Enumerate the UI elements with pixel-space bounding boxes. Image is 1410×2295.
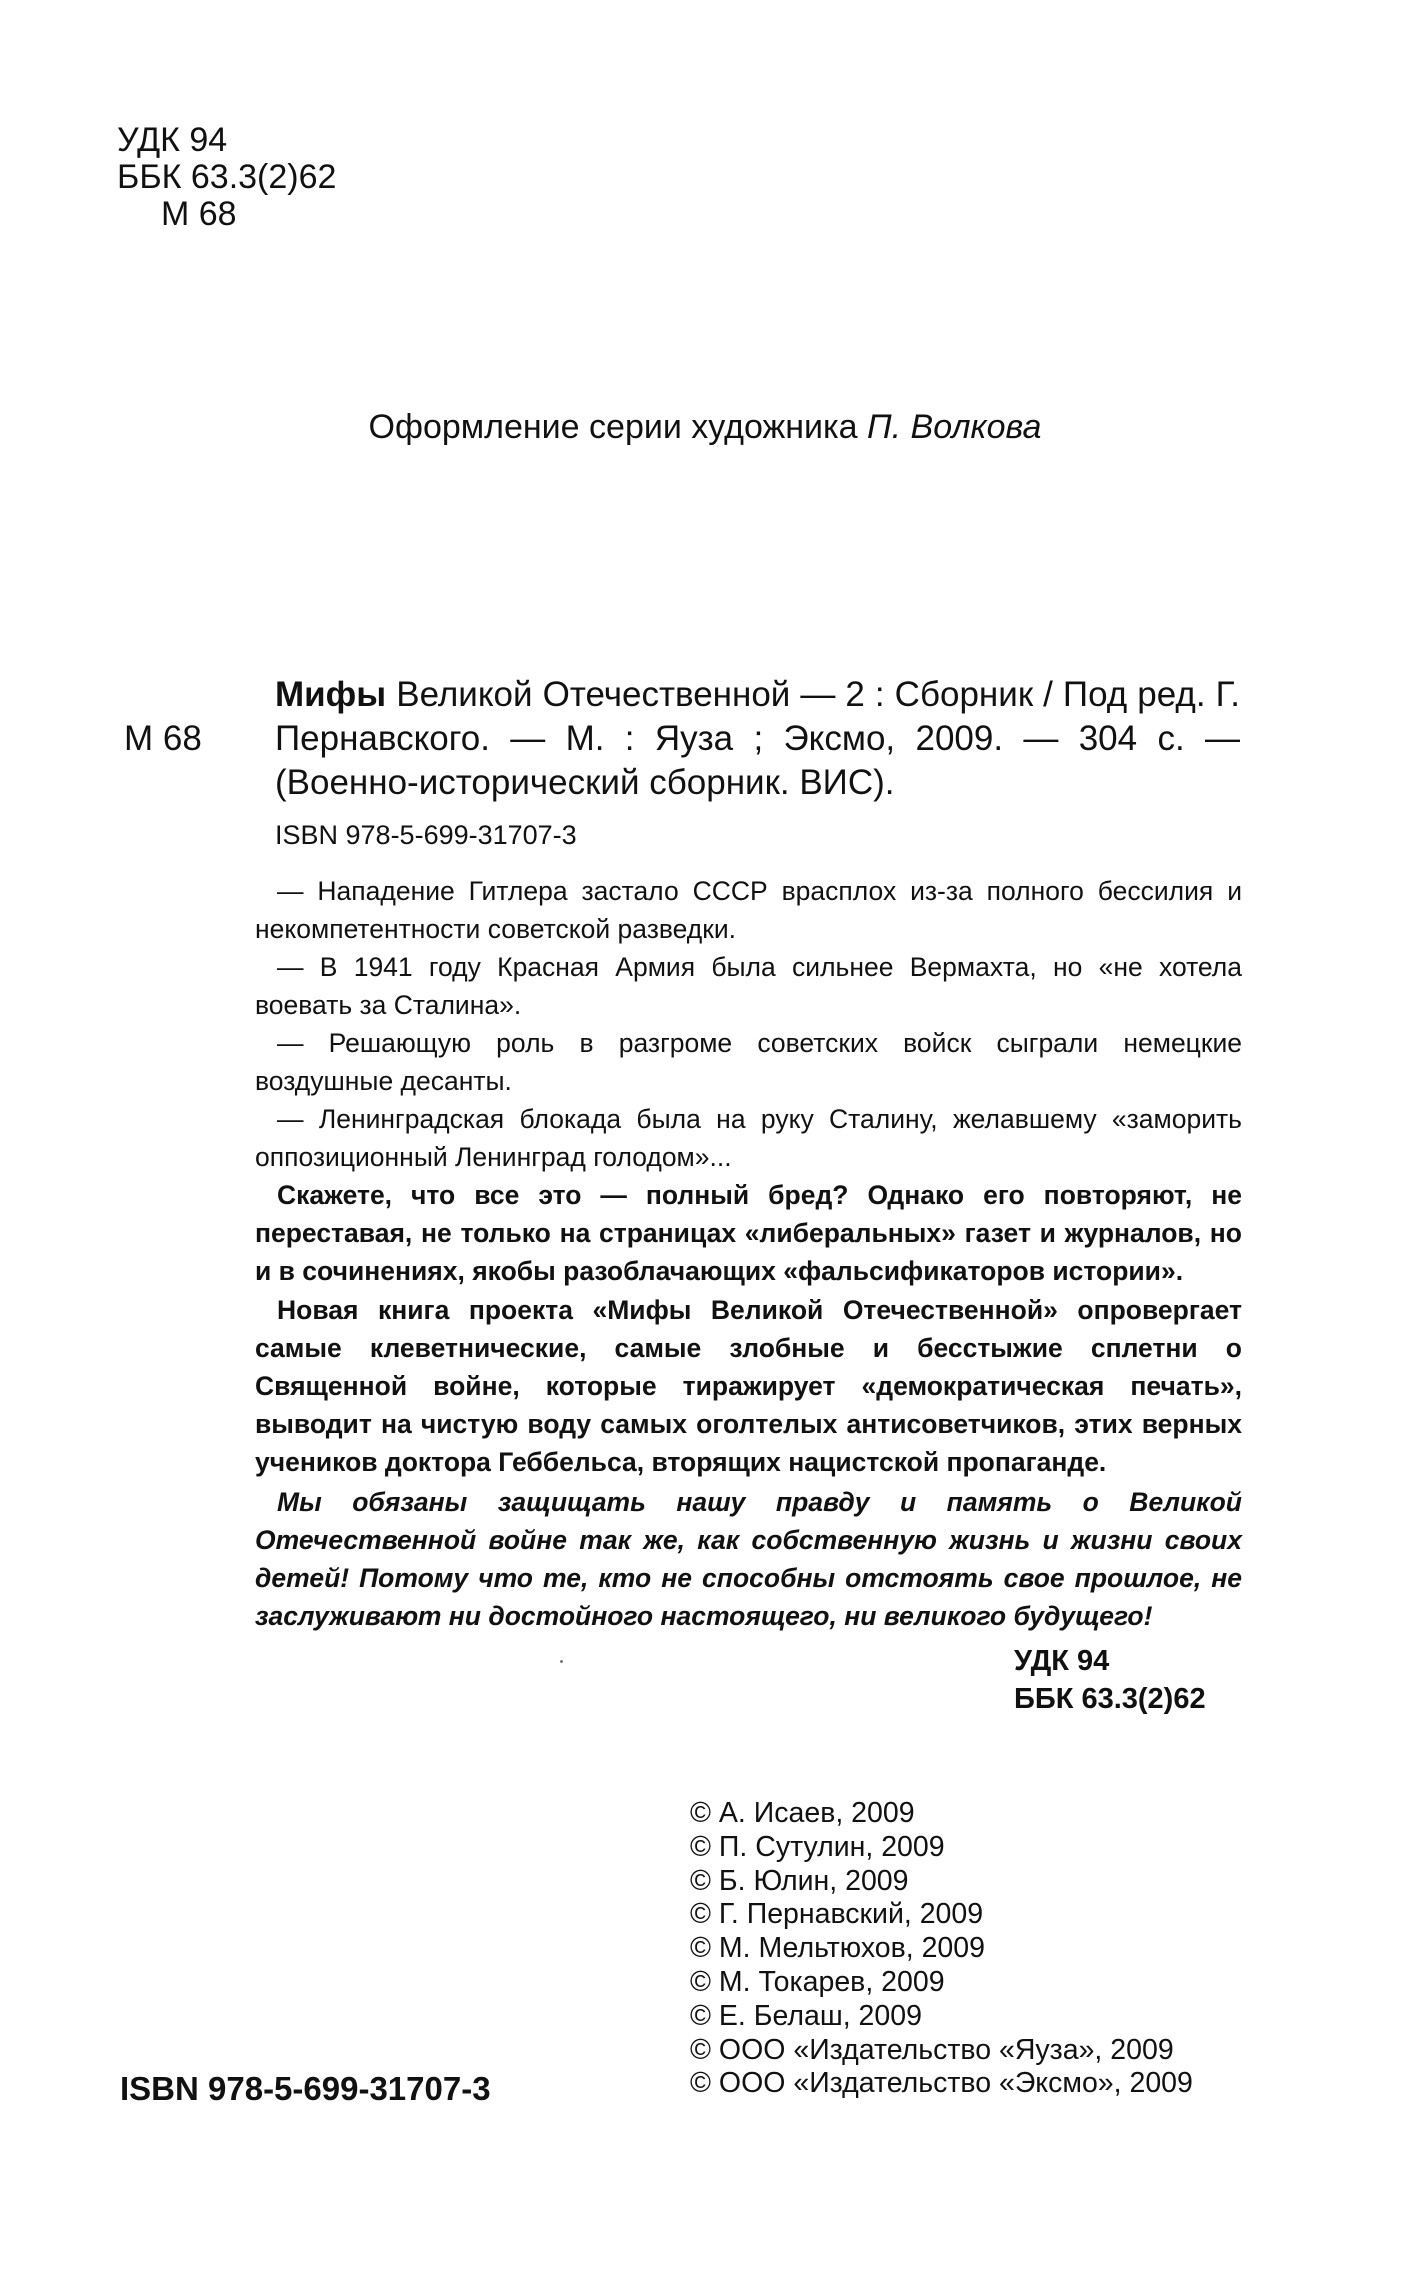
author-mark: М 68	[161, 195, 237, 233]
classification-codes-top	[117, 122, 336, 233]
series-design-credit	[0, 408, 1410, 447]
book-title: Мифы	[275, 675, 387, 714]
copyright-item: © Б. Юлин, 2009	[690, 1864, 909, 1897]
myth-2: — В 1941 году Красная Армия была сильнее Вермахта, но «не хотела воевать за Сталина».	[255, 952, 1242, 1020]
udk-code: УДК 94	[117, 121, 228, 159]
bbk-code-right: ББК 63.3(2)62	[1014, 1683, 1206, 1715]
copyright-item: © Г. Пернавский, 2009	[690, 1898, 984, 1931]
copyright-item: © А. Исаев, 2009	[690, 1797, 915, 1829]
design-artist: П. Волкова	[867, 408, 1042, 446]
annotation-paragraph-3: Мы обязаны защищать нашу правду и память о Великой Отечественной войне так же, как собственную жизнь и жизни своих детей! Потому что те, кто не способны отстоять свое прошлое, не заслуживают ни достойного настоящего, ни великого будущего!	[255, 1487, 1242, 1631]
annotation-paragraph-2: Новая книга проекта «Мифы Великой Отечественной» опровергает самые клеветнические, самые злобные и бесстыжие сплетни о Священной войне, которые тиражирует «демократическая печать», выводит на чистую воду самых оголтелых антисоветчиков, этих верных учеников доктора Геббельса, вторящих нацистской пропаганде.	[255, 1295, 1242, 1477]
stray-dot	[560, 1660, 563, 1663]
udk-code-right: УДК 94	[1014, 1645, 1110, 1677]
copyright-list	[690, 1797, 1193, 2101]
classification-codes-right	[1014, 1642, 1206, 1718]
copyright-item: © ООО «Издательство «Эксмо», 2009	[690, 2067, 1193, 2100]
isbn-bottom: ISBN 978-5-699-31707-3	[120, 2070, 491, 2107]
copyright-item: © М. Токарев, 2009	[690, 1965, 945, 1998]
copyright-item: © Е. Белаш, 2009	[690, 1999, 922, 2032]
bibliography-author-mark: М 68	[124, 719, 202, 758]
copyright-item: © ООО «Издательство «Яуза», 2009	[690, 2033, 1174, 2066]
bibliography-text: Великой Отечественной — 2 : Сборник / Под ред. Г. Пернавского. — М. : Яуза ; Эксмо, 2009. — 304 с. — (Военно-исторический сборник. ВИС).	[275, 675, 1240, 802]
myth-3: — Решающую роль в разгроме советских войск сыграли немецкие воздушные десанты.	[255, 1028, 1242, 1096]
annotation-paragraph-1: Скажете, что все это — полный бред? Однако его повторяют, не переставая, не только на страницах «либеральных» газет и журналов, но и в сочинениях, якобы разоблачающих «фальсификаторов истории».	[255, 1180, 1242, 1286]
copyright-item: © П. Сутулин, 2009	[690, 1830, 945, 1863]
copyright-item: © М. Мельтюхов, 2009	[690, 1932, 985, 1965]
isbn-annotation: ISBN 978-5-699-31707-3	[275, 820, 577, 850]
myth-1: — Нападение Гитлера застало СССР врасплох из-за полного бессилия и некомпетентности советской разведки.	[255, 876, 1242, 944]
bbk-code: ББК 63.3(2)62	[117, 158, 337, 196]
design-credit-text: Оформление серии художника	[368, 408, 868, 446]
bibliographic-description	[275, 673, 1240, 805]
myth-4: — Ленинградская блокада была на руку Сталину, желавшему «заморить оппозиционный Ленинград голодом»...	[255, 1104, 1242, 1172]
